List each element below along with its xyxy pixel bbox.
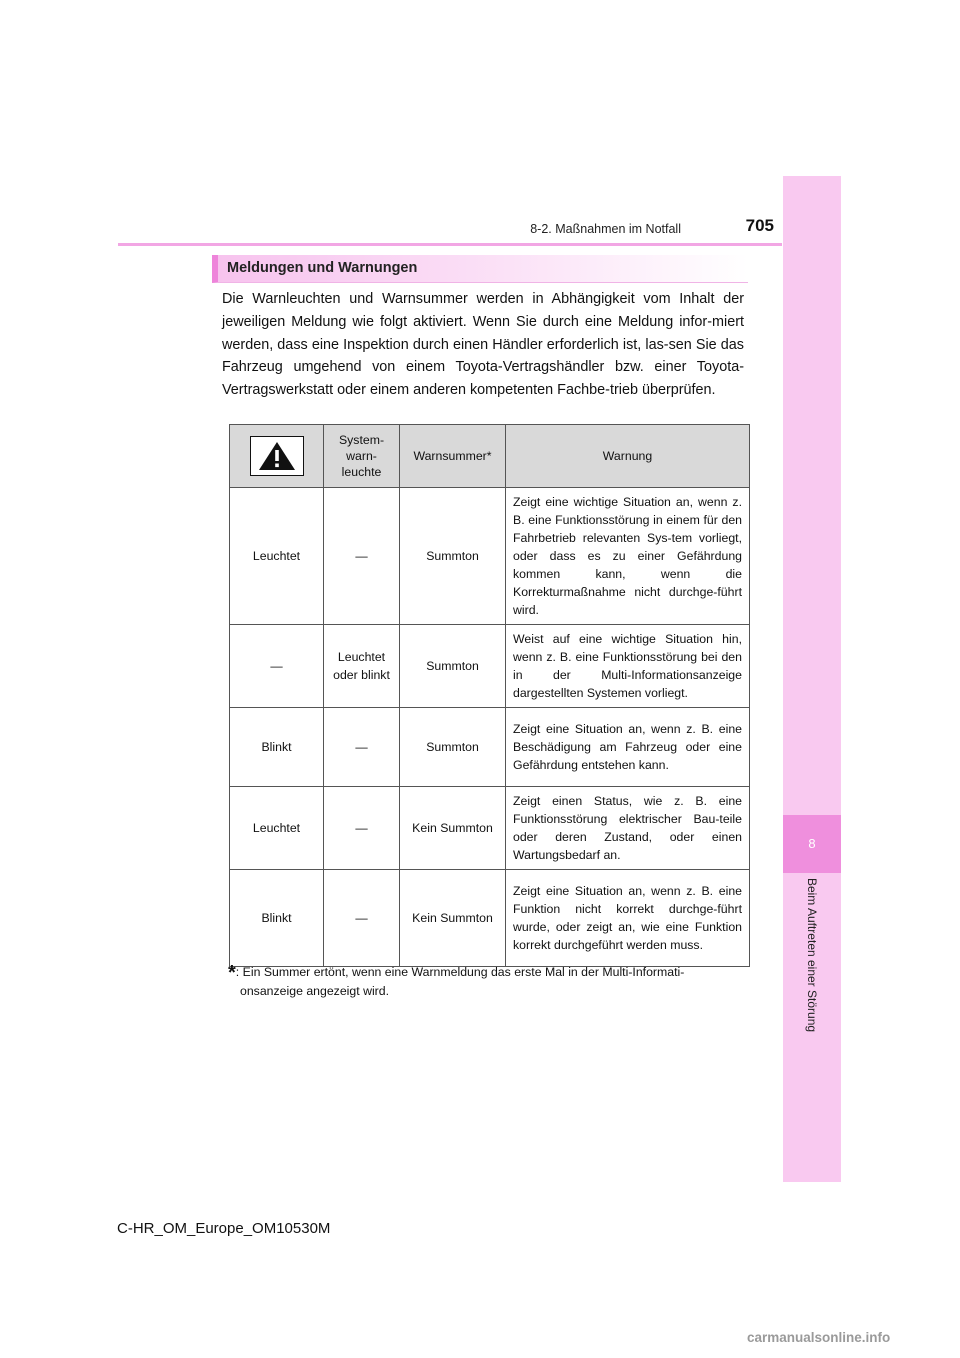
warning-cell: Zeigt einen Status, wie z. B. eine Funktionsstörung elektrischer Bau-teile oder deren Zustand, oder einen Wartungsbedarf an.	[506, 787, 750, 870]
buzzer-cell: Summton	[400, 488, 506, 625]
document-code: C-HR_OM_Europe_OM10530M	[117, 1220, 331, 1237]
chapter-title: Beim Auftreten einer Störung	[805, 877, 819, 1033]
header-buzzer: Warnsummer*	[400, 425, 506, 488]
system-light-cell: —	[324, 708, 400, 787]
header-divider	[118, 243, 782, 246]
warning-table	[229, 424, 750, 967]
page-number: 705	[745, 216, 774, 235]
system-light-cell: Leuchtet oder blinkt	[324, 625, 400, 708]
header-system-light: System- warn- leuchte	[324, 425, 400, 488]
table-row	[230, 787, 750, 870]
icon-state-cell: Leuchtet	[230, 488, 324, 625]
icon-state-cell: Blinkt	[230, 708, 324, 787]
system-light-cell: —	[324, 870, 400, 967]
buzzer-cell: Summton	[400, 708, 506, 787]
system-light-cell: —	[324, 488, 400, 625]
warning-cell: Zeigt eine wichtige Situation an, wenn z. B. eine Funktionsstörung in einem für den Fahrbetrieb relevanten Sys-tem vorliegt, oder dass es zu einer Gefährdung kommen kann, wenn die Korrekturmaßnahme nicht durchge-führt wird.	[506, 488, 750, 625]
buzzer-cell: Kein Summton	[400, 787, 506, 870]
section-heading-text: Meldungen und Warnungen	[227, 260, 418, 276]
header-warning: Warnung	[506, 425, 750, 488]
warning-cell: Zeigt eine Situation an, wenn z. B. eine Beschädigung am Fahrzeug oder eine Gefährdung entstehen kann.	[506, 708, 750, 787]
buzzer-cell: Kein Summton	[400, 870, 506, 967]
watermark: carmanualsonline.info	[747, 1330, 891, 1345]
table-row	[230, 708, 750, 787]
footnote-line-1: : Ein Summer ertönt, wenn eine Warnmeldung das erste Mal in der Multi-Informati-	[235, 965, 685, 979]
warning-triangle-icon	[250, 436, 304, 476]
icon-state-cell: Leuchtet	[230, 787, 324, 870]
warning-cell: Zeigt eine Situation an, wenn z. B. eine Funktion nicht korrekt durchge-führt wurde, oder zeigt an, wie eine Funktion korrekt durchgeführt werden muss.	[506, 870, 750, 967]
table-row	[230, 625, 750, 708]
table-row	[230, 870, 750, 967]
buzzer-cell: Summton	[400, 625, 506, 708]
icon-state-cell: —	[230, 625, 324, 708]
header-icon-cell	[230, 425, 324, 488]
footnote-marker: *	[228, 962, 236, 984]
system-light-cell: —	[324, 787, 400, 870]
warning-cell: Weist auf eine wichtige Situation hin, wenn z. B. eine Funktionsstörung bei den in der Multi-Informationsanzeige dargestellten Systemen vorliegt.	[506, 625, 750, 708]
table-row	[230, 488, 750, 625]
intro-paragraph: Die Warnleuchten und Warnsummer werden in Abhängigkeit vom Inhalt der jeweiligen Meldung wie folgt aktiviert. Wenn Sie durch eine Meldung infor-miert werden, dass eine Inspektion durch einen Händler erforderlich ist, las-sen Sie das Fahrzeug umgehend von einem Toyota-Vertragshändler bzw. einer Toyota-Vertragswerkstatt oder einem anderen kompetenten Fachbe-trieb überprüfen.	[222, 291, 744, 399]
table-header-row	[230, 425, 750, 488]
header-section-title: 8-2. Maßnahmen im Notfall	[530, 222, 681, 236]
icon-state-cell: Blinkt	[230, 870, 324, 967]
section-heading	[212, 255, 748, 283]
chapter-number-tab: 8	[783, 815, 841, 873]
footnote	[228, 963, 746, 1000]
footnote-line-2: onsanzeige angezeigt wird.	[240, 984, 390, 998]
